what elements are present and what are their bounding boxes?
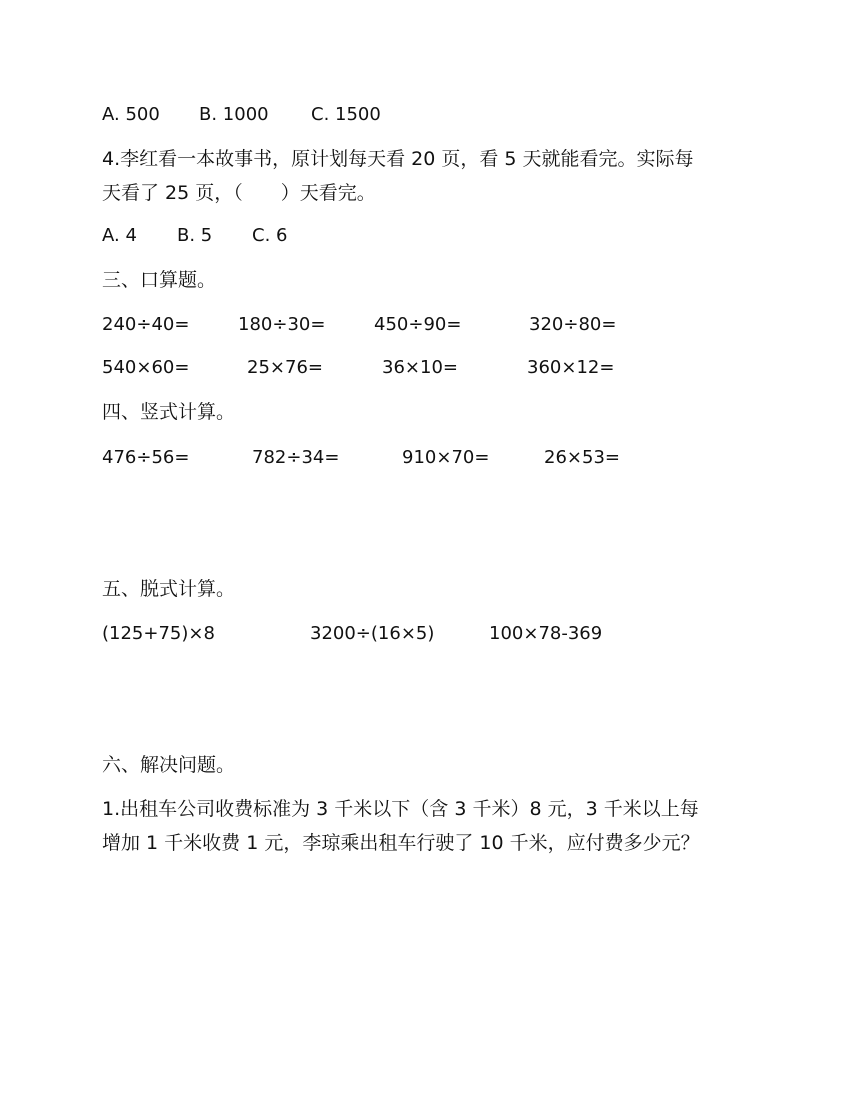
- mental-math-item: 36×10=: [382, 357, 458, 378]
- q3-option-a: A. 500: [102, 104, 160, 125]
- q4-text-line1: 4.李红看一本故事书，原计划每天看 20 页，看 5 天就能看完。实际每: [102, 148, 694, 170]
- vertical-calc-item: 476÷56=: [102, 447, 190, 468]
- step-calc-item: 3200÷(16×5): [310, 623, 435, 644]
- vertical-calc-item: 782÷34=: [252, 447, 340, 468]
- problem1-line2: 增加 1 千米收费 1 元，李琼乘出租车行驶了 10 千米，应付费多少元？: [102, 832, 700, 854]
- section6-heading: 六、解决问题。: [102, 754, 236, 776]
- mental-math-item: 25×76=: [247, 357, 323, 378]
- mental-math-item: 540×60=: [102, 357, 190, 378]
- q3-option-c: C. 1500: [311, 104, 381, 125]
- q4-option-a: A. 4: [102, 225, 137, 246]
- q4-option-b: B. 5: [177, 225, 213, 246]
- section4-heading: 四、竖式计算。: [102, 401, 236, 423]
- step-calc-item: 100×78-369: [489, 623, 603, 644]
- section3-heading: 三、口算题。: [102, 269, 217, 291]
- problem1-line1: 1.出租车公司收费标准为 3 千米以下（含 3 千米）8 元，3 千米以上每: [102, 798, 699, 820]
- mental-math-item: 320÷80=: [529, 314, 617, 335]
- vertical-calc-item: 26×53=: [544, 447, 620, 468]
- q4-option-c: C. 6: [252, 225, 288, 246]
- section5-heading: 五、脱式计算。: [102, 578, 236, 600]
- mental-math-item: 180÷30=: [238, 314, 326, 335]
- q4-text-line2: 天看了 25 页，（ ）天看完。: [102, 182, 376, 204]
- mental-math-item: 240÷40=: [102, 314, 190, 335]
- mental-math-item: 360×12=: [527, 357, 615, 378]
- q3-option-b: B. 1000: [199, 104, 269, 125]
- mental-math-item: 450÷90=: [374, 314, 462, 335]
- vertical-calc-item: 910×70=: [402, 447, 490, 468]
- step-calc-item: (125+75)×8: [102, 623, 215, 644]
